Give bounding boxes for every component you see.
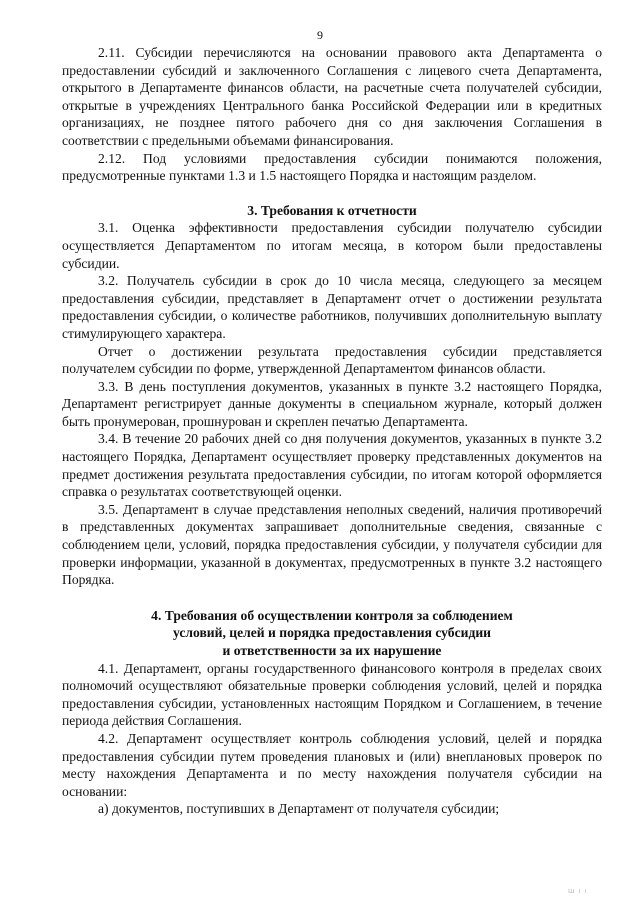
paragraph-3-3: 3.3. В день поступления документов, указанных в пункте 3.2 настоящего Порядка, Департамент регистрирует данные документы в специальном журнале, который должен быть пронумерован, прошнурован и скреплен печатью Департамента. — [62, 378, 602, 429]
document-body — [62, 44, 602, 818]
paragraph-2-12: 2.12. Под условиями предоставления субсидии понимаются положения, предусмотренные пунктами 1.3 и 1.5 настоящего Порядка и настоящим разделом. — [62, 150, 602, 184]
paragraph-4-2-a: а) документов, поступивших в Департамент от получателя субсидии; — [98, 801, 500, 817]
page-number: 9 — [317, 28, 323, 42]
paragraph-3-5: 3.5. Департамент в случае представления неполных сведений, наличия противоречий в представленных документах запрашивает дополнительные сведения, связанные с соблюдением цели, условий, порядка предоставления субсидии, у получателя субсидии для проверки информации, указанной в документах, предусмотренных в пункте 3.2 настоящего Порядка. — [62, 501, 602, 588]
section-spacer — [62, 185, 602, 202]
section-3-heading: 3. Требования к отчетности — [247, 202, 417, 218]
paragraph-3-4: 3.4. В течение 20 рабочих дней со дня получения документов, указанных в пункте 3.2 настоящего Порядка, Департамент осуществляет проверку представленных документов на предмет достижения результата предоставления субсидии, по итогам которой оформляется справка о результатах соответствующей оценки. — [62, 431, 602, 500]
section-spacer — [62, 589, 602, 607]
paragraph-3-1: 3.1. Оценка эффективности предоставления субсидии получателю субсидии осуществляется Департаментом по итогам месяца, в котором были предоставлены субсидии. — [62, 220, 602, 271]
scan-marks: ш ı ı — [568, 887, 588, 895]
section-4-heading-line-3: и ответственности за их нарушение — [222, 643, 442, 658]
paragraph-3-2: 3.2. Получатель субсидии в срок до 10 числа месяца, следующего за месяцем предоставления субсидии, представляет в Департамент отчет о достижении результата предоставления субсидии, о количестве работников, получивших дополнительную выплату стимулирующего характера. — [62, 273, 602, 341]
section-4-heading — [62, 607, 602, 660]
paragraph-4-1: 4.1. Департамент, органы государственного финансового контроля в пределах своих полномочий осуществляют обязательные проверки соблюдения условий, целей и порядка предоставления субсидии, установленных настоящим Порядком и Соглашением, в течение периода действия Соглашения. — [62, 660, 602, 729]
paragraph-4-2: 4.2. Департамент осуществляет контроль соблюдения условий, целей и порядка предоставления субсидии путем проведения плановых и (или) внеплановых проверок по месту нахождения Департамента и по месту нахождения получателя субсидии на основании: — [62, 730, 602, 799]
section-4-heading-line-1: 4. Требования об осуществлении контроля за соблюдением — [151, 607, 513, 623]
paragraph-3-2-report: Отчет о достижении результата предоставления субсидии представляется получателем субсидии по форме, утвержденной Департаментом финансов области. — [62, 343, 602, 377]
section-4-heading-line-2: условий, целей и порядка предоставления субсидии — [172, 625, 492, 641]
paragraph-2-11: 2.11. Субсидии перечисляются на основании правового акта Департамента о предоставлении субсидий и заключенного Соглашения с лицевого счета Департамента, открытого в Департаменте финансов области, на расчетные счета получателей субсидии, открытые в учреждениях Центрального банка Российской Федерации или в кредитных организациях, не позднее пятого рабочего дня со дня заключения Соглашения в соответствии с предельными объемами финансирования. — [62, 45, 602, 148]
